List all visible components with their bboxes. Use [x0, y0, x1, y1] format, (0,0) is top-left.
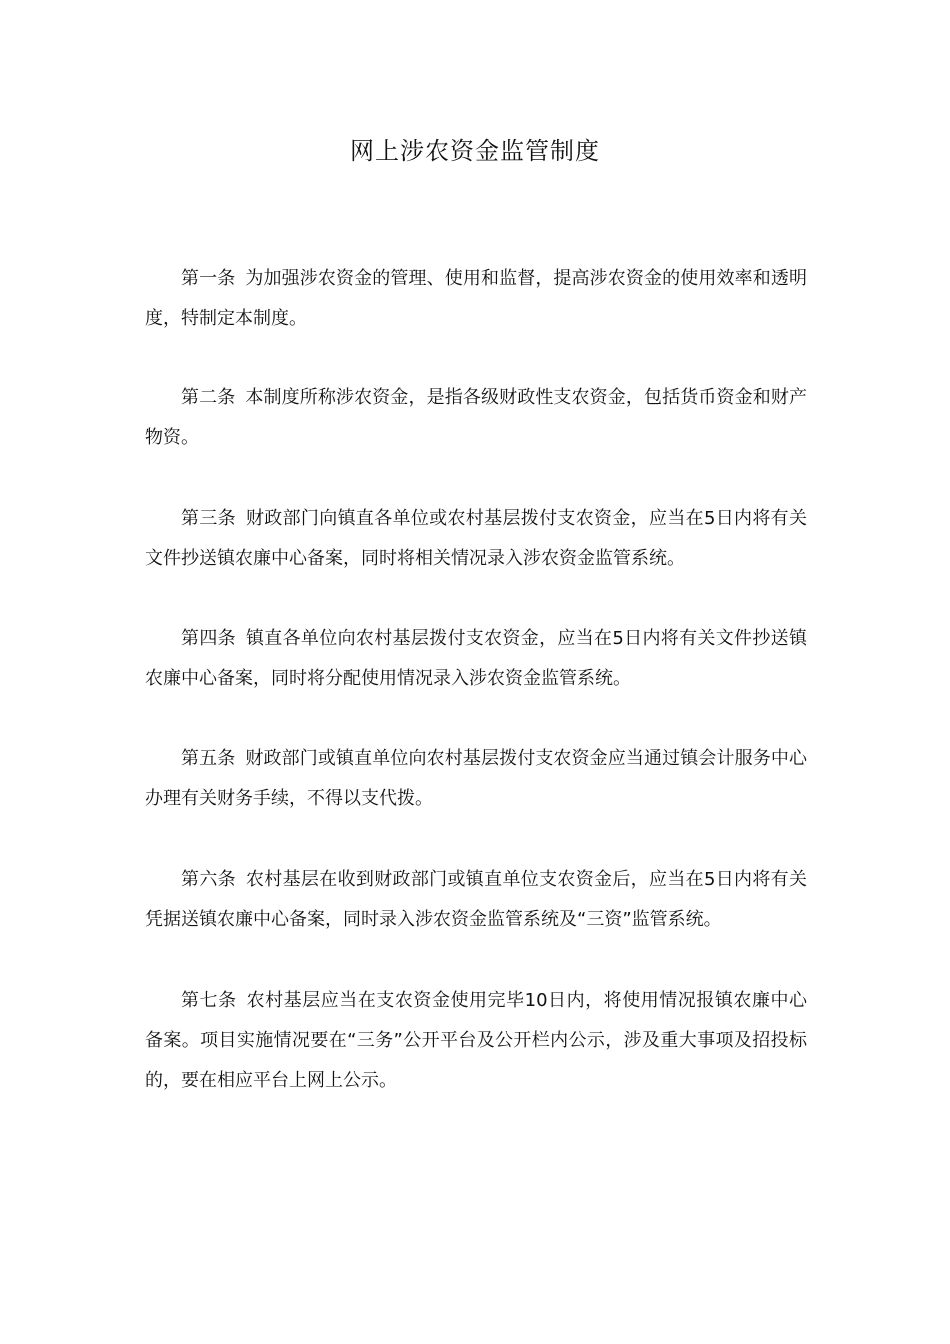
article-2: [145, 378, 807, 458]
article-number: 第一条: [181, 268, 236, 289]
article-number: 第四条: [181, 628, 236, 649]
article-text: 为加强涉农资金的管理、使用和监督，提高涉农资金的使用效率和透明度，特制定本制度。: [145, 268, 808, 329]
document-title: 网上涉农资金监管制度: [350, 137, 600, 165]
article-7: [145, 981, 807, 1101]
article-5: [145, 739, 807, 819]
article-6: [145, 860, 807, 940]
article-number: 第三条: [181, 508, 236, 529]
article-text: 农村基层应当在支农资金使用完毕10日内，将使用情况报镇农廉中心备案。项目实施情况要在“三务”公开平台及公开栏内公示，涉及重大事项及招投标的，要在相应平台上网上公示。: [145, 990, 808, 1091]
article-4: [145, 619, 807, 699]
article-text: 本制度所称涉农资金，是指各级财政性支农资金，包括货币资金和财产物资。: [145, 387, 808, 448]
article-1: [145, 259, 807, 339]
article-3: [145, 499, 807, 579]
article-text: 财政部门向镇直各单位或农村基层拨付支农资金，应当在5日内将有关文件抄送镇农廉中心备案，同时将相关情况录入涉农资金监管系统。: [145, 508, 808, 569]
article-number: 第五条: [181, 748, 236, 769]
article-text: 镇直各单位向农村基层拨付支农资金，应当在5日内将有关文件抄送镇农廉中心备案，同时将分配使用情况录入涉农资金监管系统。: [145, 628, 808, 689]
article-number: 第七条: [181, 990, 237, 1011]
article-number: 第六条: [181, 869, 236, 890]
article-text: 农村基层在收到财政部门或镇直单位支农资金后，应当在5日内将有关凭据送镇农廉中心备案，同时录入涉农资金监管系统及“三资”监管系统。: [145, 869, 808, 930]
article-number: 第二条: [181, 387, 236, 408]
article-text: 财政部门或镇直单位向农村基层拨付支农资金应当通过镇会计服务中心办理有关财务手续，不得以支代拨。: [145, 748, 808, 809]
